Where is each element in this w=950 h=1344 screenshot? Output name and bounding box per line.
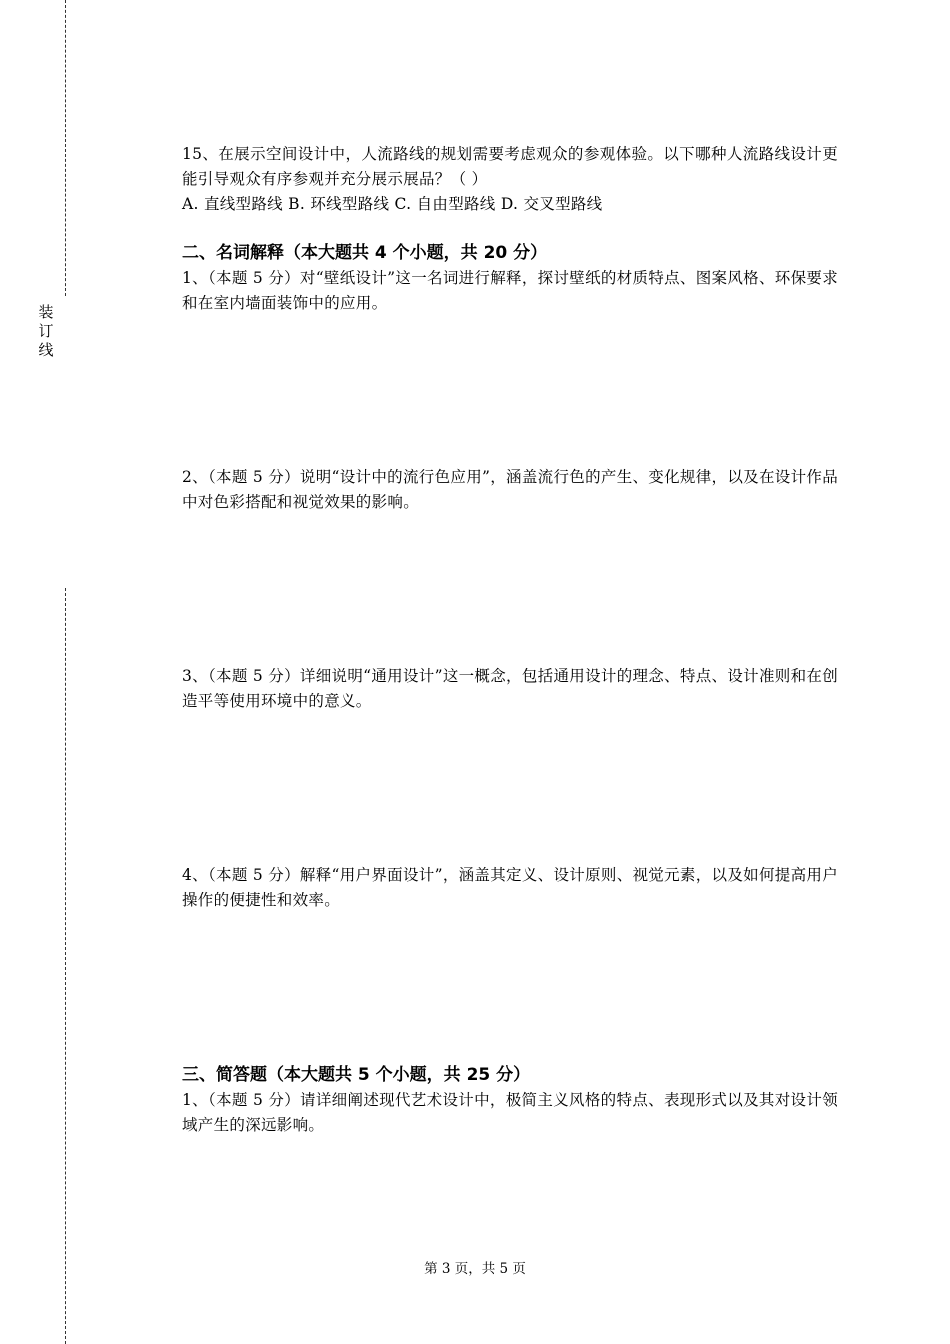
section-2-heading-block — [182, 241, 838, 266]
item-text: 2、（本题 5 分）说明“设计中的流行色应用”，涵盖流行色的产生、变化规律，以及在设计作品中对色彩搭配和视觉效果的影响。 — [182, 468, 838, 511]
question-15-text: 15、在展示空间设计中，人流路线的规划需要考虑观众的参观体验。以下哪种人流路线设计更能引导观众有序参观并充分展示展品？（ ） — [182, 145, 838, 188]
question-15 — [182, 142, 838, 192]
section-2-item-2 — [182, 465, 838, 515]
binding-char: 订 — [38, 322, 54, 340]
binding-line-top — [65, 0, 66, 296]
question-15-options-text: A. 直线型路线 B. 环线型路线 C. 自由型路线 D. 交叉型路线 — [182, 195, 603, 213]
section-3-heading-block — [182, 1063, 838, 1088]
item-text: 1、（本题 5 分）请详细阐述现代艺术设计中，极简主义风格的特点、表现形式以及其对设计领域产生的深远影响。 — [182, 1091, 838, 1134]
section-2-item-3 — [182, 664, 838, 714]
question-15-options — [182, 192, 838, 217]
item-text: 4、（本题 5 分）解释“用户界面设计”，涵盖其定义、设计原则、视觉元素，以及如何提高用户操作的便捷性和效率。 — [182, 866, 838, 909]
item-text: 3、（本题 5 分）详细说明“通用设计”这一概念，包括通用设计的理念、特点、设计准则和在创造平等使用环境中的意义。 — [182, 667, 838, 710]
section-2-item-1 — [182, 266, 838, 316]
page-footer: 第 3 页，共 5 页 — [424, 1261, 526, 1277]
binding-line-bottom — [65, 588, 66, 1344]
section-2-item-4 — [182, 863, 838, 913]
item-text: 1、（本题 5 分）对“壁纸设计”这一名词进行解释，探讨壁纸的材质特点、图案风格、环保要求和在室内墙面装饰中的应用。 — [182, 269, 838, 312]
section-3-heading: 三、简答题（本大题共 5 个小题，共 25 分） — [182, 1065, 531, 1085]
section-3-item-1 — [182, 1088, 838, 1138]
section-2-heading: 二、名词解释（本大题共 4 个小题，共 20 分） — [182, 243, 548, 263]
binding-label — [37, 303, 55, 360]
binding-char: 装 — [38, 303, 54, 321]
binding-char: 线 — [38, 341, 54, 359]
